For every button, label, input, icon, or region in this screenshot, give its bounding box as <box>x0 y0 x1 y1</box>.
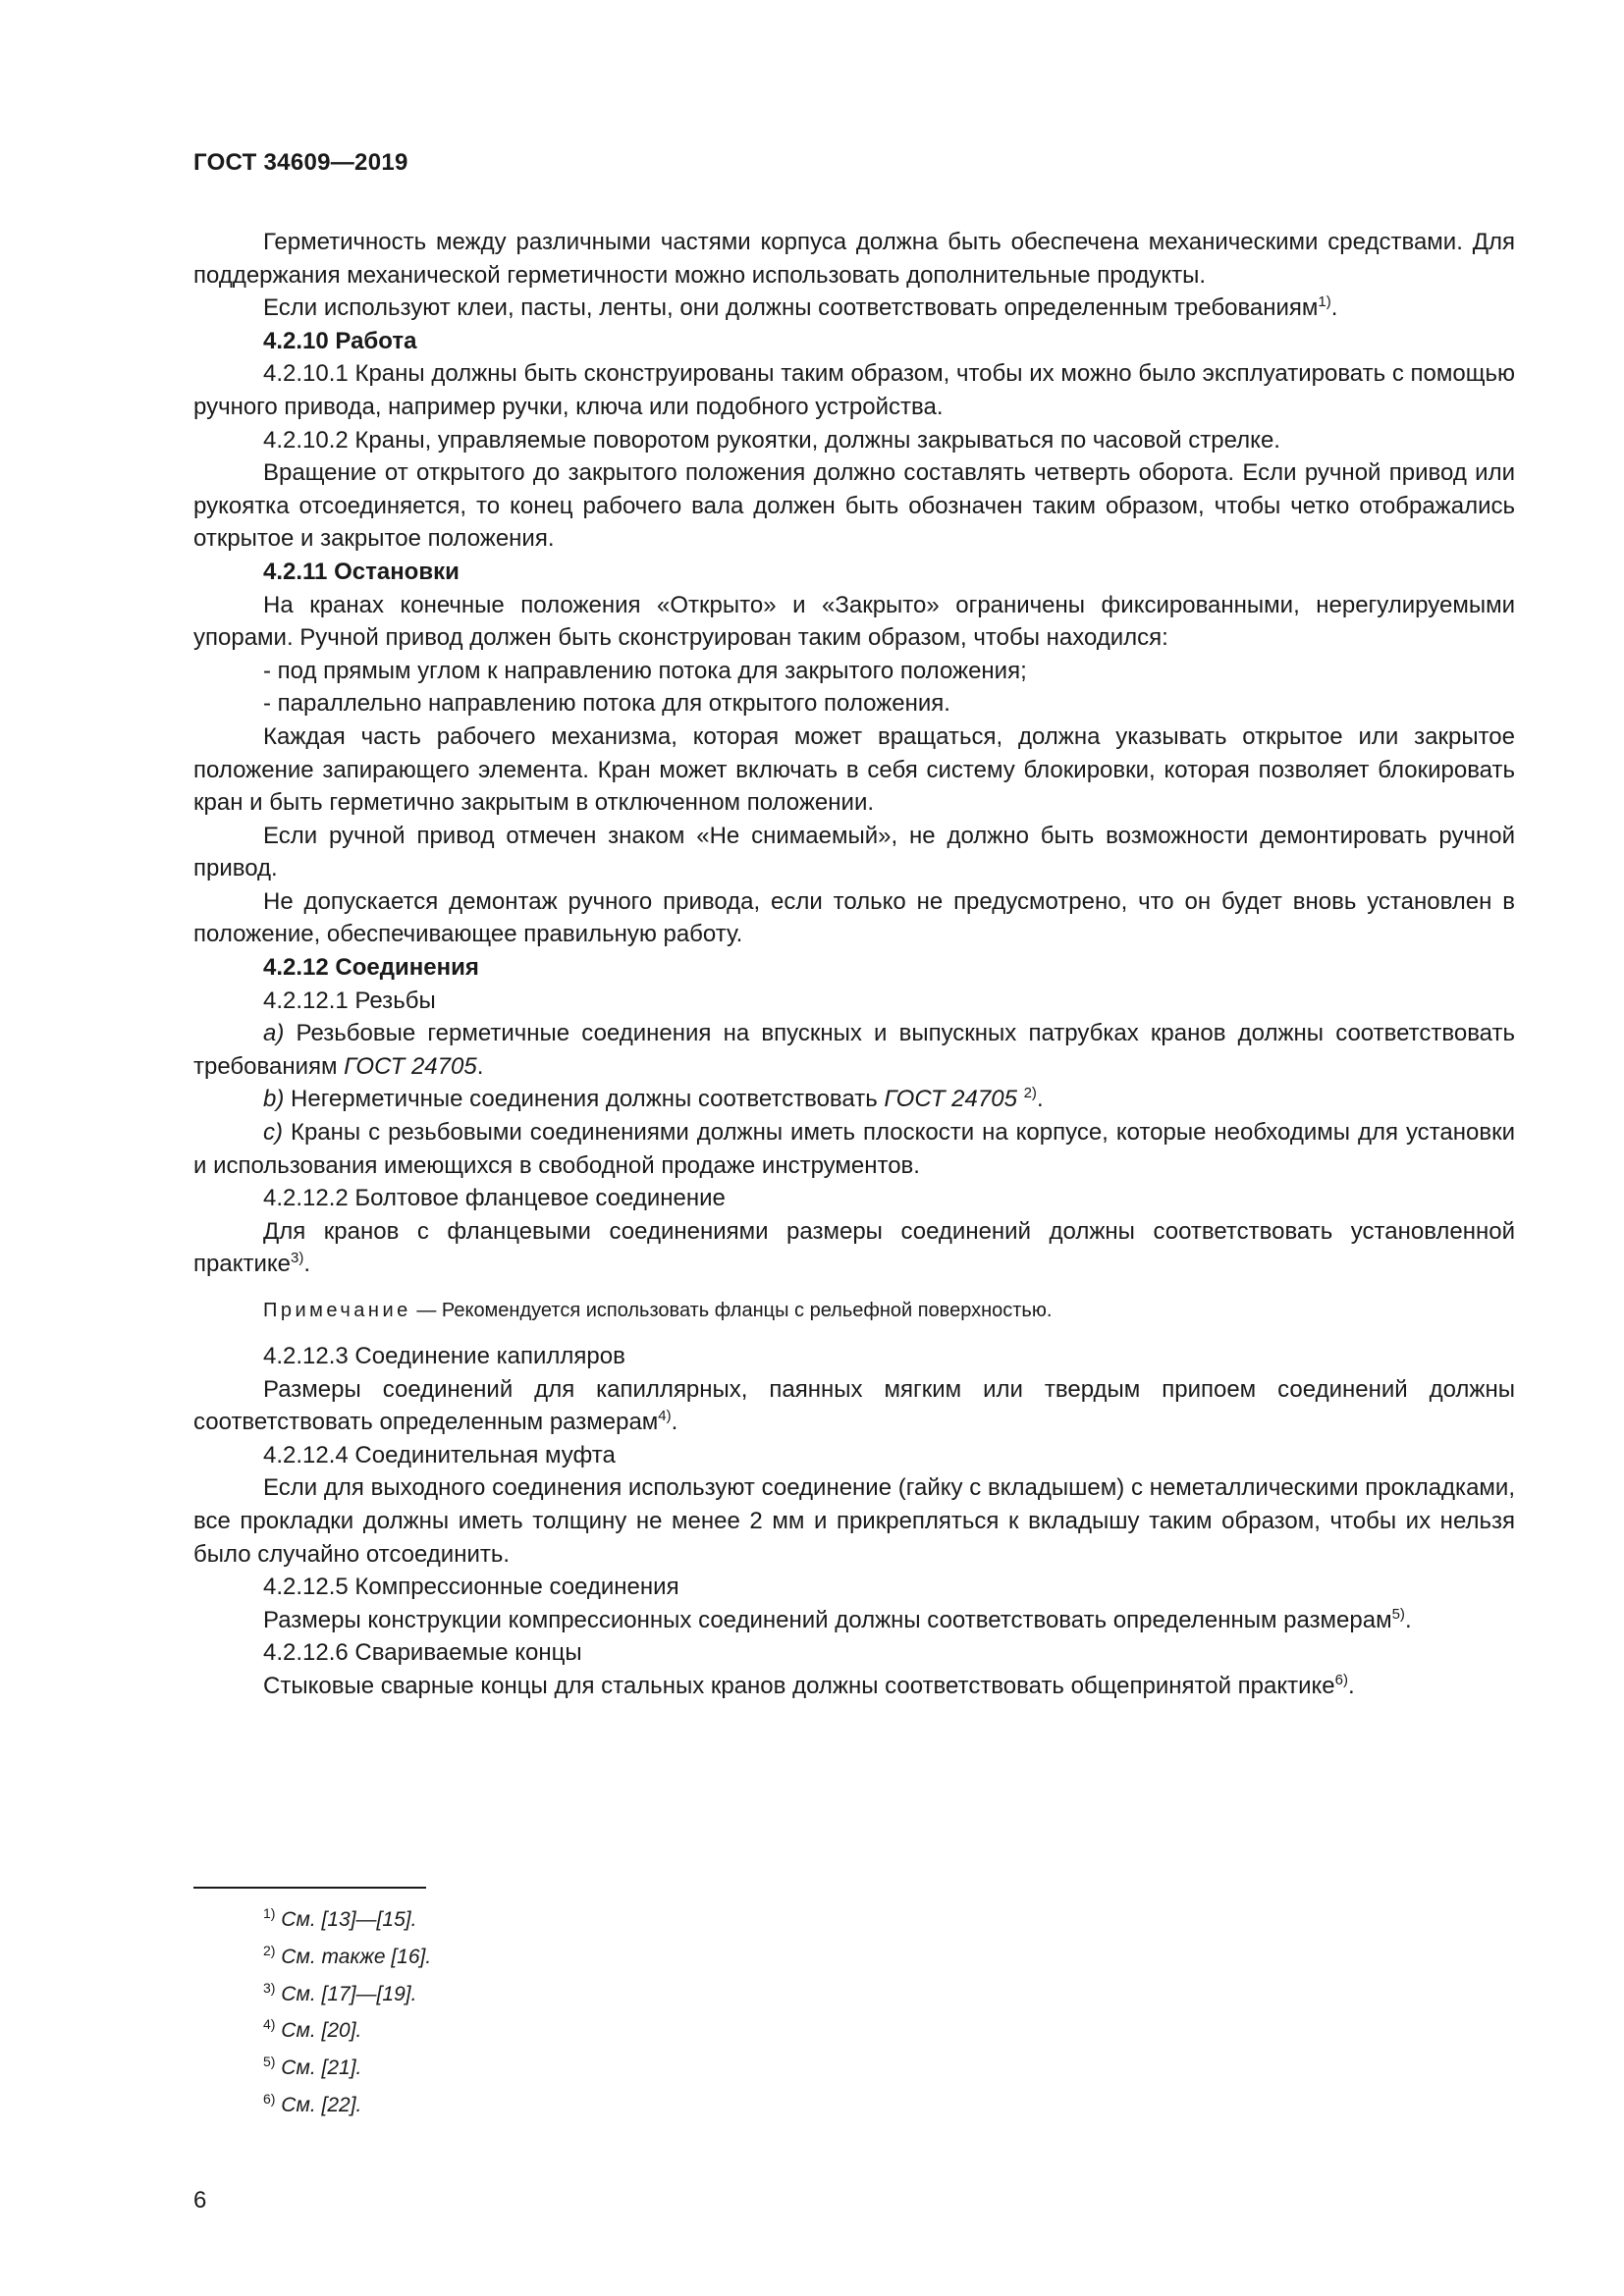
footnote-ref-6[interactable]: 6) <box>1334 1671 1348 1688</box>
paragraph-item-c: c) Краны с резьбовыми соединениями должны иметь плоскости на корпусе, которые необходимы для установки и использования имеющихся в свободной продаже инструментов. <box>193 1119 1515 1179</box>
footnote-ref-5[interactable]: 5) <box>1391 1605 1405 1623</box>
subsection-42122: 4.2.12.2 Болтовое фланцевое соединение <box>263 1185 726 1212</box>
footnote: $^{1)}$ См. [13]—[15]. <box>263 1905 417 1931</box>
paragraph-sealing: Герметичность между различными частями корпуса должна быть обеспечена механическими средствами. Для поддержания механической герметичности можно использовать дополнительные продукты. <box>193 229 1515 289</box>
footnote: $^{3)}$ См. [17]—[19]. <box>263 1979 417 2005</box>
page-number: 6 <box>193 2187 207 2214</box>
subsection-42125: 4.2.12.5 Компрессионные соединения <box>263 1574 679 1601</box>
subsection-42126: 4.2.12.6 Свариваемые концы <box>263 1639 582 1667</box>
paragraph-42122: Для кранов с фланцевыми соединениями размеры соединений должны соответствовать установленной практике$^{3)}$. <box>193 1217 1515 1278</box>
footnote: $^{5)}$ См. [21]. <box>263 2054 362 2080</box>
paragraph-4210-2: 4.2.10.2 Краны, управляемые поворотом рукоятки, должны закрываться по часовой стрелке. <box>263 426 1280 454</box>
footnote-ref-1[interactable]: 1) <box>1318 294 1331 311</box>
footnote-ref-4[interactable]: 4) <box>658 1408 672 1425</box>
footnote-divider <box>193 1887 426 1889</box>
footnote: $^{4)}$ См. [20]. <box>263 2016 362 2043</box>
paragraph-item-b: b) Негерметичные соединения должны соответствовать ГОСТ 24705 $^{2)}$. <box>263 1085 1044 1113</box>
footnote: $^{2)}$ См. также [16]. <box>263 1942 432 1968</box>
section-heading-4210: 4.2.10 Работа <box>263 327 417 354</box>
paragraph-4211-2: Каждая часть рабочего механизма, которая может вращаться, должна указывать открытое или закрытое положение запирающего элемента. Кран может включать в себя систему блокировки, которая позволяет блокировать кран и быть герметично закрытым в отключенном положении. <box>193 722 1515 817</box>
paragraph-4211-4: Не допускается демонтаж ручного привода, если только не предусмотрено, что он будет вновь установлен в положение, обеспечивающее правильную работу. <box>193 887 1515 948</box>
list-item-closed: - под прямым углом к направлению потока для закрытого положения; <box>263 657 1027 684</box>
section-heading-4212: 4.2.12 Соединения <box>263 954 479 982</box>
document-header: ГОСТ 34609—2019 <box>193 149 408 176</box>
paragraph-adhesives: Если используют клеи, пасты, ленты, они должны соответствовать определенным требованиям$^{1)}$. <box>263 294 1338 322</box>
footnote: $^{6)}$ См. [22]. <box>263 2090 362 2116</box>
footnote-ref-2[interactable]: 2) <box>1023 1085 1037 1102</box>
paragraph-item-a: a) Резьбовые герметичные соединения на впускных и выпускных патрубках кранов должны соответствовать требованиям ГОСТ 24705. <box>193 1020 1515 1080</box>
subsection-42123: 4.2.12.3 Соединение капилляров <box>263 1343 625 1369</box>
subsection-42121: 4.2.12.1 Резьбы <box>263 987 436 1014</box>
note-flanges: Примечание — Рекомендуется использовать фланцы с рельефной поверхностью. <box>263 1300 1053 1321</box>
paragraph-4211-3: Если ручной привод отмечен знаком «Не снимаемый», не должно быть возможности демонтировать ручной привод. <box>193 822 1515 882</box>
paragraph-4210-1: 4.2.10.1 Краны должны быть сконструированы таким образом, чтобы их можно было эксплуатировать с помощью ручного привода, например ручки, ключа или подобного устройства. <box>193 360 1515 420</box>
paragraph-42125: Размеры конструкции компрессионных соединений должны соответствовать определенным размерам$^{5)}$. <box>263 1605 1412 1633</box>
document-body <box>193 226 1515 1703</box>
paragraph-rotation: Вращение от открытого до закрытого положения должно составлять четверть оборота. Если ручной привод или рукоятка отсоединяется, то конец рабочего вала должен быть обозначен таким образом, чтобы четко отображались открытое и закрытое положения. <box>193 459 1515 553</box>
paragraph-42124: Если для выходного соединения используют соединение (гайку с вкладышем) с неметаллическими прокладками, все прокладки должны иметь толщину не менее 2 мм и прикрепляться к вкладышу таким образом, чтобы их нельзя было случайно отсоединить. <box>193 1474 1515 1568</box>
paragraph-42126: Стыковые сварные концы для стальных кранов должны соответствовать общепринятой практике$^{6)}$. <box>263 1671 1355 1699</box>
section-heading-4211: 4.2.11 Остановки <box>263 558 460 585</box>
paragraph-4211-1: На кранах конечные положения «Открыто» и «Закрыто» ограничены фиксированными, нерегулируемыми упорами. Ручной привод должен быть сконструирован таким образом, чтобы находился: <box>193 591 1515 652</box>
list-item-open: - параллельно направлению потока для открытого положения. <box>263 690 950 718</box>
footnotes <box>263 1901 431 2124</box>
subsection-42124: 4.2.12.4 Соединительная муфта <box>263 1441 616 1468</box>
paragraph-42123: Размеры соединений для капиллярных, паянных мягким или твердым припоем соединений должны соответствовать определенным размерам$^{4)}$. <box>193 1375 1515 1436</box>
footnote-ref-3[interactable]: 3) <box>290 1250 304 1267</box>
